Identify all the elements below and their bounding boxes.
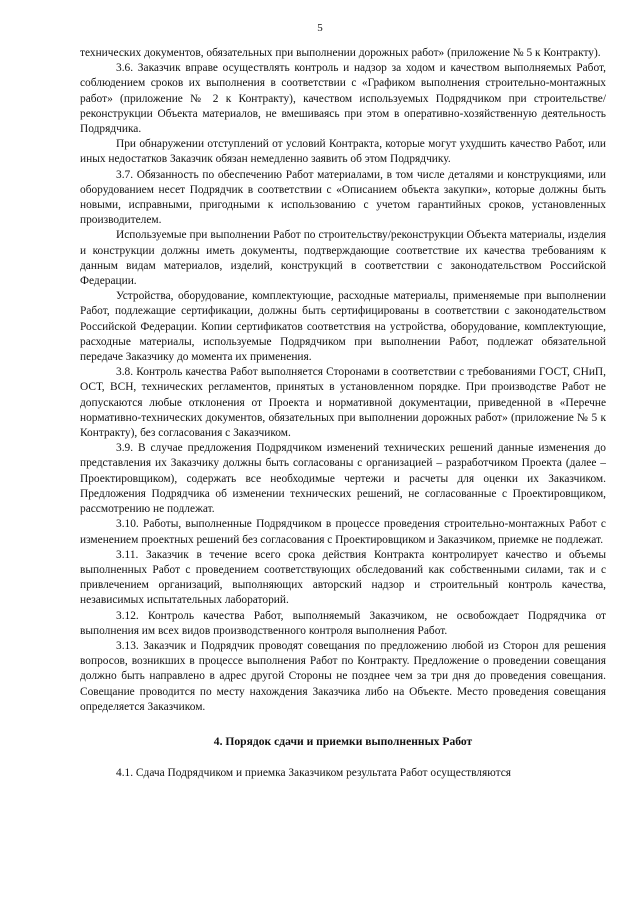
paragraph-3-7: 3.7. Обязанность по обеспечению Работ материалами, в том числе деталями и конструкциями, или оборудованием несет Подрядчик в соответствии с «Описанием объекта закупки», которые должны быть новыми, исправными, пригодными к использованию с учетом гарантийных сроков, установленных производителем. bbox=[80, 168, 606, 227]
page-number: 5 bbox=[317, 22, 323, 34]
paragraph-3-6: 3.6. Заказчик вправе осуществлять контроль и надзор за ходом и качеством выполняемых Работ, соблюдением сроков их выполнения в соответствии с «Графиком выполнения строительно-монтажных работ» (приложение № 2 к Контракту), качеством используемых Подрядчиком при строительстве/реконструкции Объекта материалов, не вмешиваясь при этом в оперативно-хозяйственную деятельность Подрядчика. bbox=[80, 62, 606, 136]
paragraph-3-12: 3.12. Контроль качества Работ, выполняемый Заказчиком, не освобождает Подрядчика от выполнения им всех видов производственного контроля выполнения Работ. bbox=[80, 609, 606, 637]
paragraph-3-7-certification: Устройства, оборудование, комплектующие, расходные материалы, применяемые при выполнении Работ, подлежащие сертификации, должны быть сертифицированы в соответствии с законодательством Российской Федерации. Копии сертификатов соответствия на устройства, оборудование, комплектующие, расходные материалы, используемые Подрядчиком при выполнении Работ, подлежат обязательной передаче Заказчику до момента их применения. bbox=[80, 290, 606, 364]
paragraph-3-10: 3.10. Работы, выполненные Подрядчиком в процессе проведения строительно-монтажных Работ с изменением проектных решений без согласования с Проектировщиком и Заказчиком, приемке не подлежат. bbox=[80, 518, 606, 546]
paragraph-4-1: 4.1. Сдача Подрядчиком и приемка Заказчиком результата Работ осуществляются bbox=[116, 766, 512, 779]
paragraph-3-7-materials: Используемые при выполнении Работ по строительству/реконструкции Объекта материалы, изделия и конструкции должны иметь документы, подтверждающие соответствие их качества требованиям к данным видам материалов, изделий, конструкций в соответствии с законодательством Российской Федерации. bbox=[80, 229, 606, 288]
paragraph-continuation: технических документов, обязательных при выполнении дорожных работ» (приложение № 5 к Контракту). bbox=[80, 47, 601, 59]
paragraph-3-6-deviations: При обнаружении отступлений от условий Контракта, которые могут ухудшить качество Работ, или иных недостатков Заказчик обязан немедленно заявить об этом Подрядчику. bbox=[80, 138, 606, 166]
section-heading: 4. Порядок сдачи и приемки выполненных Работ bbox=[213, 734, 473, 748]
paragraph-3-8: 3.8. Контроль качества Работ выполняется Сторонами в соответствии с требованиями ГОСТ, СНиП, ОСТ, ВСН, технических регламентов, принятых в установленном порядке. При производстве Работ не допускаются любые отклонения от Проекта и нормативной документации, приведенной в «Перечне нормативно-технических документов, обязательных при выполнении дорожных работ» (приложение № 5 к Контракту), без согласования с Заказчиком. bbox=[80, 366, 606, 440]
document-body bbox=[80, 46, 606, 781]
paragraph-3-9: 3.9. В случае предложения Подрядчиком изменений технических решений данные изменения до представления их Заказчику должны быть согласованы с организацией – разработчиком Проекта (далее – Проектировщиком), содержать все необходимые чертежи и расчеты для оценки их Заказчиком. Предложения Подрядчика об изменении технических решений, не согласованные с Проектировщиком, рассмотрению не подлежат. bbox=[80, 442, 606, 516]
paragraph-3-13: 3.13. Заказчик и Подрядчик проводят совещания по предложению любой из Сторон для решения вопросов, возникших в процессе выполнения Работ по Контракту. Предложение о проведении совещания должно быть направлено в адрес другой Стороны не позднее чем за три дня до проведения совещания. Совещание проводится по месту нахождения Заказчика либо на Объекте. Место проведения совещания определяется Заказчиком. bbox=[80, 639, 606, 713]
paragraph-3-11: 3.11. Заказчик в течение всего срока действия Контракта контролирует качество и объемы выполненных Работ с проведением соответствующих обследований как собственными силами, так и с привлечением организаций, выполняющих авторский надзор и строительный контроль качества, независимых испытательных лабораторий. bbox=[80, 548, 606, 607]
